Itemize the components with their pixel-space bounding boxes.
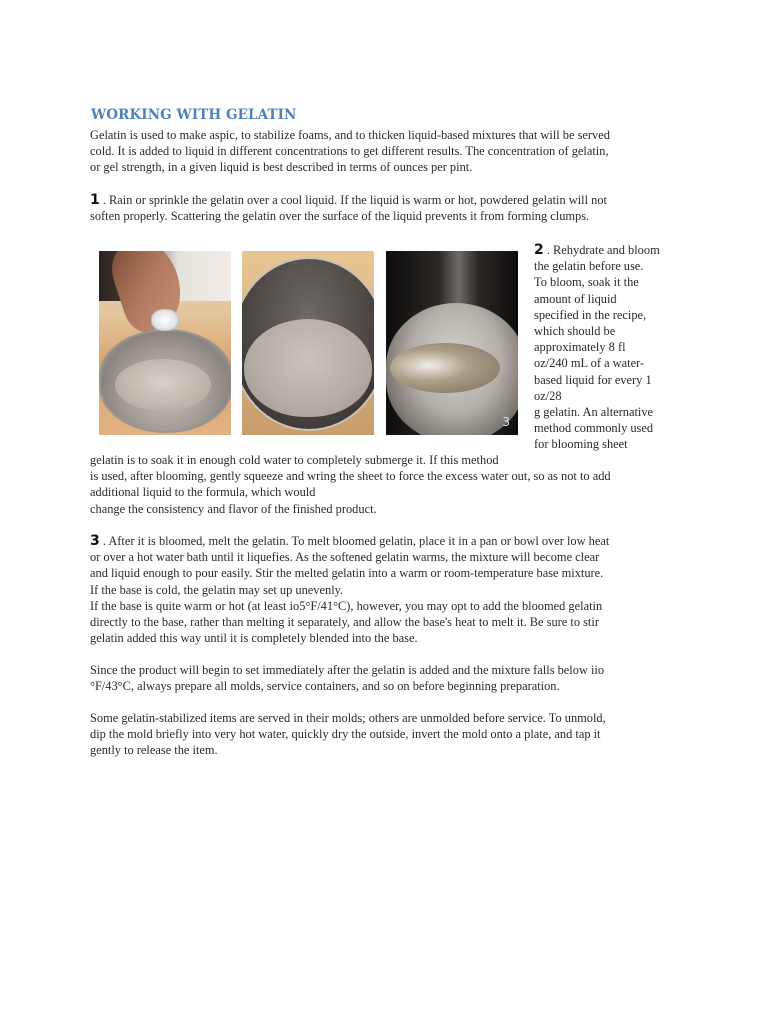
text-line: the gelatin before use. bbox=[534, 259, 644, 274]
text-line: approximately 8 fl bbox=[534, 340, 626, 355]
text-line: dip the mold briefly into very hot water, quickly dry the outside, invert the mold onto a plate, and tap it bbox=[90, 727, 601, 742]
text-line: oz/240 mL of a water- bbox=[534, 356, 645, 371]
step-2-continued-paragraph bbox=[90, 452, 690, 517]
text-line: To bloom, soak it the bbox=[534, 275, 639, 290]
intro-paragraph bbox=[90, 127, 690, 176]
step-text: . Rehydrate and bloom bbox=[543, 243, 660, 257]
photo-sprinkling-gelatin bbox=[99, 251, 231, 435]
unmold-paragraph bbox=[90, 710, 690, 759]
step-3-paragraph bbox=[90, 533, 690, 598]
text-line: gelatin is to soak it in enough cold water to completely submerge it. If this method bbox=[90, 453, 499, 467]
text-line: method commonly used bbox=[534, 421, 654, 436]
step-text: . After it is bloomed, melt the gelatin. To melt bloomed gelatin, place it in a pan or bowl over low heat bbox=[99, 534, 610, 548]
text-line: Some gelatin-stabilized items are served in their molds; others are unmolded before service. To unmold, bbox=[90, 711, 606, 725]
text-line: oz/28 bbox=[534, 388, 562, 403]
text-line: gently to release the item. bbox=[90, 743, 218, 758]
text-line: additional liquid to the formula, which would bbox=[90, 485, 316, 500]
text-line: soften properly. Scattering the gelatin over the surface of the liquid prevents it from forming clumps. bbox=[90, 209, 590, 224]
text-line: is used, after blooming, gently squeeze and wring the sheet to force the excess water out, so as not to add bbox=[90, 469, 611, 484]
step-3-warm-base-paragraph bbox=[90, 598, 690, 647]
text-line: for blooming sheet bbox=[534, 437, 628, 452]
text-line: based liquid for every 1 bbox=[534, 372, 652, 387]
text-line: °F/43°C, always prepare all molds, service containers, and so on before beginning preparation. bbox=[90, 679, 560, 694]
step-number: 1 bbox=[90, 192, 100, 208]
text-line: or gel strength, in a given liquid is best described in terms of ounces per pint. bbox=[90, 160, 473, 175]
step-number: 2 bbox=[534, 242, 544, 258]
text-line: Gelatin is used to make aspic, to stabilize foams, and to thicken liquid-based mixtures that will be served bbox=[90, 128, 610, 142]
text-line: g gelatin. An alternative bbox=[534, 405, 654, 420]
step-2-side-paragraph bbox=[534, 242, 684, 453]
page-title: WORKING WITH GELATIN bbox=[91, 107, 297, 123]
text-line: amount of liquid bbox=[534, 291, 617, 306]
text-line: or over a hot water bath until it liquefies. As the softened gelatin warms, the mixture will become clear bbox=[90, 550, 600, 565]
text-line: If the base is quite warm or hot (at least io5°F/41°C), however, you may opt to add the bloomed gelatin bbox=[90, 599, 603, 613]
photo-bloomed-gelatin bbox=[242, 251, 374, 435]
text-line: gelatin added this way until it is completely blended into the base. bbox=[90, 631, 418, 646]
glass-cup-image bbox=[151, 309, 179, 331]
step-number: 3 bbox=[90, 533, 100, 549]
prep-note-paragraph bbox=[90, 662, 690, 694]
text-line bbox=[534, 242, 684, 258]
text-line: Since the product will begin to set immediately after the gelatin is added and the mixture falls below iio bbox=[90, 663, 605, 677]
text-line: cold. It is added to liquid in different concentrations to get different results. The concentration of gelatin, bbox=[90, 144, 609, 159]
step-text: . Rain or sprinkle the gelatin over a cool liquid. If the liquid is warm or hot, powdered gelatin will not bbox=[99, 193, 607, 207]
text-line bbox=[90, 533, 690, 549]
text-line: which should be bbox=[534, 324, 616, 339]
text-line: change the consistency and flavor of the finished product. bbox=[90, 501, 377, 516]
text-line: If the base is cold, the gelatin may set up unevenly. bbox=[90, 582, 344, 597]
step-1-paragraph bbox=[90, 192, 690, 224]
text-line bbox=[90, 192, 690, 208]
text-line: and liquid enough to pour easily. Stir the melted gelatin into a warm or room-temperature base mixture. bbox=[90, 566, 604, 581]
text-line: specified in the recipe, bbox=[534, 307, 647, 322]
text-line: directly to the base, rather than melting it separately, and allow the base's heat to melt it. Be sure to stir bbox=[90, 615, 599, 630]
photo-number-label: 3 bbox=[502, 415, 510, 429]
photo-melted-gelatin bbox=[386, 251, 518, 435]
